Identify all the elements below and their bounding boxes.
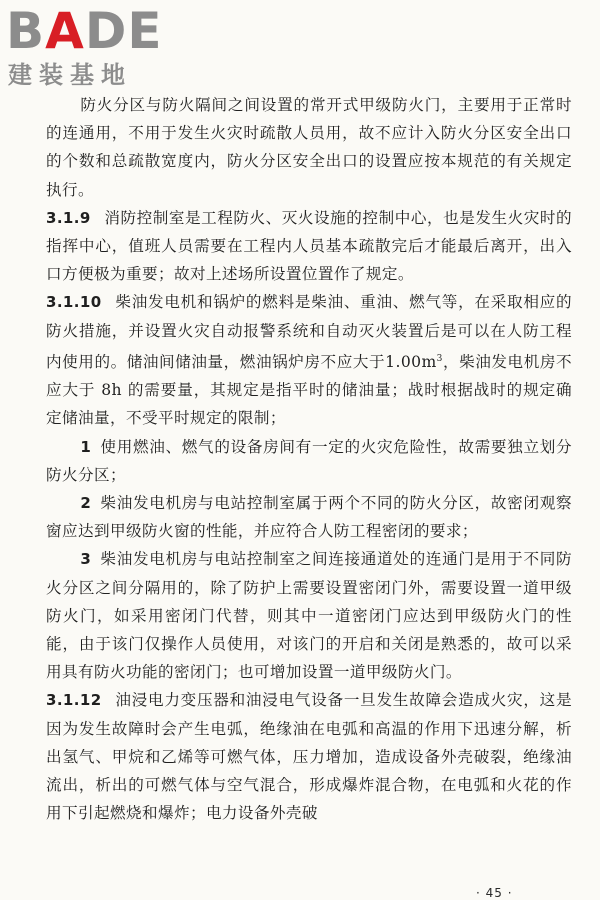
clause-3-1-10 (46, 288, 572, 432)
clause-text: 柴油发电机和锅炉的燃料是柴油、重油、燃气等，在采取相应的防火措施，并设置火灾自动报警系统和自动灭火装置后是可以在人防工程内使用的。储油间储油量，燃油锅炉房不应大于1.00m (46, 293, 572, 372)
logo-letters-de: DE (84, 2, 163, 60)
item-number: 1 (80, 437, 92, 456)
clause-text: 消防控制室是工程防火、灭火设施的控制中心，也是发生火灾时的指挥中心，值班人员需要在工程内人员基本疏散完后才能最后离开，出入口方便极为重要；故对上述场所设置位置作了规定。 (46, 208, 572, 284)
logo-wordmark (6, 4, 163, 58)
logo-letter-a-accent: A (45, 2, 85, 60)
page-number: · 45 · (476, 886, 513, 900)
item-text: 柴油发电机房与电站控制室之间连接通道处的连通门是用于不同防火分区之间分隔用的，除了防护上需要设置密闭门外，需要设置一道甲级防火门，如采用密闭门代替，则其中一道密闭门应达到甲级防火门的性能，由于该门仅操作人员使用，对该门的开启和关闭是熟悉的，故可以采用具有防火功能的密闭门；也可增加设置一道甲级防火门。 (46, 550, 572, 682)
item-number: 2 (80, 494, 92, 513)
clause-3-1-9 (46, 204, 572, 289)
item-text: 使用燃油、燃气的设备房间有一定的火灾危险性，故需要独立划分防火分区； (46, 437, 572, 484)
clause-number: 3.1.9 (46, 208, 91, 227)
logo-subtitle: 建装基地 (8, 61, 132, 89)
item-number: 3 (80, 550, 92, 569)
list-item-3 (46, 545, 572, 686)
clause-number: 3.1.12 (46, 691, 102, 710)
list-item-1 (46, 433, 572, 489)
bade-logo (6, 4, 176, 92)
paragraph-fire-door-intro: 防火分区与防火隔间之间设置的常开式甲级防火门，主要用于正常时的连通用，不用于发生火灾时疏散人员用，故不应计入防火分区安全出口的个数和总疏散宽度内，防火分区安全出口的设置应按本规范的有关规定执行。 (46, 96, 572, 199)
superscript-cubic: 3 (436, 353, 443, 364)
item-text: 柴油发电机房与电站控制室属于两个不同的防火分区，故密闭观察窗应达到甲级防火窗的性能，并应符合人防工程密闭的要求； (46, 494, 572, 541)
clause-number: 3.1.10 (46, 293, 102, 312)
document-body (46, 91, 572, 827)
clause-text-continued: ，柴油发电机房不应大于 8h 的需要量，其规定是指平时的储油量；战时根据战时的规定确定储油量，不受平时规定的限制； (46, 353, 572, 428)
clause-text: 油浸电力变压器和油浸电气设备一旦发生故障会造成火灾，这是因为发生故障时会产生电弧，绝缘油在电弧和高温的作用下迅速分解，析出氢气、甲烷和乙烯等可燃气体，压力增加，造成设备外壳破裂，绝缘油流出，析出的可燃气体与空气混合，形成爆炸混合物，在电弧和火花的作用下引起燃烧和爆炸；电力设备外壳破 (46, 691, 572, 823)
logo-letter-b: B (6, 2, 46, 60)
clause-3-1-12 (46, 686, 572, 827)
list-item-2 (46, 489, 572, 545)
